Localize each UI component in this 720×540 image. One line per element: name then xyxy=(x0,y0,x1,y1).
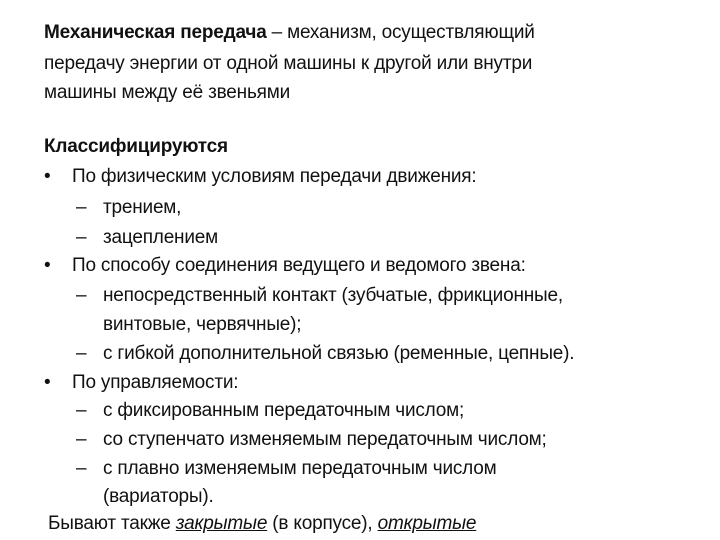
definition-line-2: передачу энергии от одной машины к другой или внутри xyxy=(44,53,533,74)
footer-prefix: Бывают также xyxy=(48,513,176,534)
list-item-continuation: винтовые, червячные); xyxy=(103,314,302,335)
list-item: с плавно изменяемым передаточным числом xyxy=(103,458,497,479)
list-item: с гибкой дополнительной связью (ременные, цепные). xyxy=(103,343,575,364)
bullet-marker: • xyxy=(44,255,51,276)
dash-marker: – xyxy=(76,343,87,364)
definition-line-3: машины между её звеньями xyxy=(44,82,291,103)
definition-line-1 xyxy=(44,21,535,45)
group-label-control: По управляемости: xyxy=(72,372,239,393)
group-label-connection: По способу соединения ведущего и ведомого звена: xyxy=(72,255,526,276)
dash-marker: – xyxy=(76,285,87,306)
footer-open: открытые xyxy=(377,513,477,534)
bullet-marker: • xyxy=(44,166,51,187)
definition-term: Механическая передача xyxy=(44,22,267,43)
list-item-continuation: (вариаторы). xyxy=(103,486,214,507)
classification-heading: Классифицируются xyxy=(44,136,228,157)
footer-closed: закрытые xyxy=(175,513,268,534)
definition-rest: механизм, осуществляющий xyxy=(282,22,535,43)
list-item: с фиксированным передаточным числом; xyxy=(103,400,465,421)
list-item: со ступенчато изменяемым передаточным числом; xyxy=(103,429,547,450)
dash-marker: – xyxy=(76,227,87,248)
list-item: непосредственный контакт (зубчатые, фрикционные, xyxy=(103,285,563,306)
definition-dash: – xyxy=(271,22,283,43)
dash-marker: – xyxy=(76,400,87,421)
list-item: трением, xyxy=(103,197,182,218)
footer-line xyxy=(48,512,476,536)
group-label-physical: По физическим условиям передачи движения: xyxy=(72,166,477,187)
dash-marker: – xyxy=(76,197,87,218)
footer-middle: (в корпусе), xyxy=(267,513,378,534)
bullet-marker: • xyxy=(44,372,51,393)
dash-marker: – xyxy=(76,429,87,450)
list-item: зацеплением xyxy=(103,227,218,248)
dash-marker: – xyxy=(76,458,87,479)
